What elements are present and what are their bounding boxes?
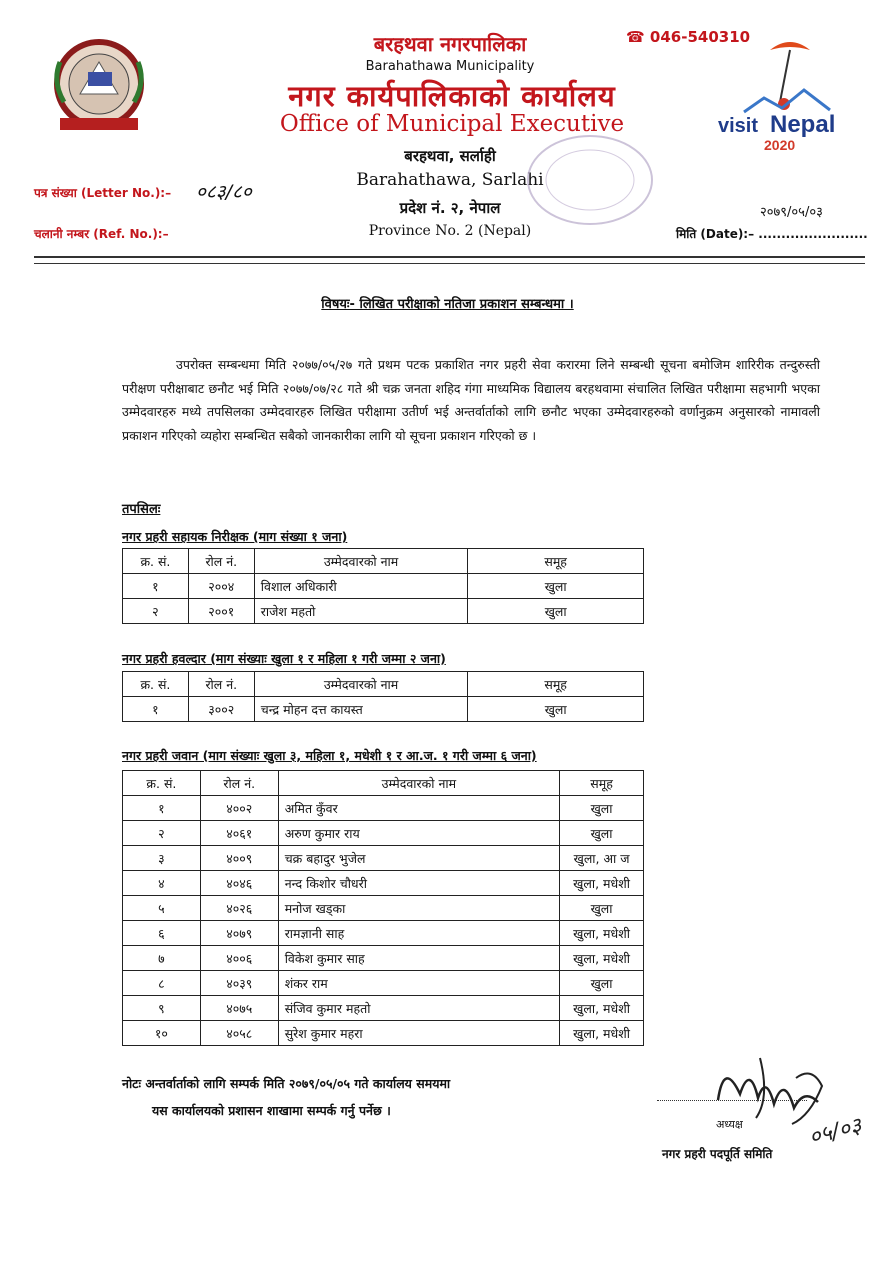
date-value: २०७९/०५/०३: [760, 205, 823, 220]
table-row: [123, 599, 644, 624]
column-header-group: समूह: [560, 771, 644, 796]
cell-roll: ४०३९: [200, 971, 278, 996]
cell-name: शंकर राम: [278, 971, 559, 996]
cell-name: विशाल अधिकारी: [254, 574, 468, 599]
cell-sn: १: [123, 796, 201, 821]
cell-roll: ४००२: [200, 796, 278, 821]
cell-name: सुरेश कुमार महरा: [278, 1021, 559, 1046]
cell-roll: ४००६: [200, 946, 278, 971]
cell-group: खुला, मधेशी: [560, 921, 644, 946]
column-header-sn: क्र. सं.: [123, 672, 189, 697]
letter-number-value: ०८३/८०: [196, 181, 252, 203]
cell-roll: २००१: [188, 599, 254, 624]
cell-group: खुला: [560, 821, 644, 846]
table-row: [123, 971, 644, 996]
table-header-row: [123, 672, 644, 697]
cell-roll: ३००२: [188, 697, 254, 722]
table-row: [123, 996, 644, 1021]
cell-group: खुला: [560, 896, 644, 921]
cell-sn: ७: [123, 946, 201, 971]
cell-group: खुला, मधेशी: [560, 871, 644, 896]
cell-sn: २: [123, 599, 189, 624]
cell-group: खुला, मधेशी: [560, 996, 644, 1021]
cell-sn: ६: [123, 921, 201, 946]
column-header-roll: रोल नं.: [188, 672, 254, 697]
signatory-title: अध्यक्ष: [716, 1118, 743, 1131]
cell-group: खुला: [468, 697, 644, 722]
cell-roll: ४०५८: [200, 1021, 278, 1046]
ref-number-label: चलानी नम्बर (Ref. No.):–: [34, 227, 169, 241]
table-row: [123, 1021, 644, 1046]
header-title-nepali: बरहथवा नगरपालिका: [373, 32, 527, 56]
cell-roll: ४०२६: [200, 896, 278, 921]
cell-sn: ३: [123, 846, 201, 871]
notice-paragraph: उपरोक्त सम्बन्धमा मिति २०७७/०५/२७ गते प्रथम पटक प्रकाशित नगर प्रहरी सेवा करारमा लिने सम्बन्धी सूचना बमोजिम शारिरीक तन्दुरुस्ती परीक्षण परीक्षाबाट छनौट भई मिति २०७७/०७/२८ गते श्री चक्र जनता शहिद गंगा माध्यमिक विद्यालय बरहथवामा संचालित लिखित परीक्षामा सहभागी भएका उम्मेदवारहरु मध्ये तपसिलका उम्मेदवारहरु लिखित परीक्षामा उतीर्ण भई अन्तर्वार्ताको लागि छनौट भएका उम्मेदवारहरुको वर्णानुक्रम अनुसारको नामावली प्रकाशन गरिएको व्यहोरा सम्बन्धित सबैको जानकारीका लागि यो सूचना प्रकाशन गरिएको छ ।: [122, 357, 820, 443]
cell-roll: ४०४६: [200, 871, 278, 896]
cell-sn: १०: [123, 1021, 201, 1046]
cell-sn: ९: [123, 996, 201, 1021]
office-title-nepali: नगर कार्यपालिकाको कार्यालय: [288, 79, 616, 113]
column-header-name: उम्मेदवारको नाम: [254, 549, 468, 574]
results-table-constable: [122, 770, 644, 1046]
cell-group: खुला, आ ज: [560, 846, 644, 871]
phone-number: ☎ 046-540310: [626, 28, 751, 46]
note-line-1: नोटः अन्तर्वार्ताको लागि सम्पर्क मिति २०७९/०५/०५ गते कार्यालय समयमा: [122, 1076, 451, 1091]
cell-sn: २: [123, 821, 201, 846]
svg-text:Nepal: Nepal: [770, 111, 836, 138]
header-divider-thin: [34, 263, 865, 264]
cell-name: अरुण कुमार राय: [278, 821, 559, 846]
column-header-sn: क्र. सं.: [123, 771, 201, 796]
cell-group: खुला, मधेशी: [560, 1021, 644, 1046]
column-header-group: समूह: [468, 549, 644, 574]
column-header-name: उम्मेदवारको नाम: [254, 672, 468, 697]
letter-number-label: पत्र संख्या (Letter No.):–: [34, 186, 172, 200]
cell-group: खुला: [560, 796, 644, 821]
cell-roll: २००४: [188, 574, 254, 599]
table-row: [123, 574, 644, 599]
results-table-havaldar: [122, 671, 644, 722]
table-header-row: [123, 549, 644, 574]
cell-group: खुला: [468, 599, 644, 624]
svg-text:visit: visit: [718, 115, 759, 137]
table-row: [123, 846, 644, 871]
table-row: [123, 871, 644, 896]
details-heading: तपसिलः: [122, 502, 161, 517]
table-row: [123, 946, 644, 971]
signature-line: [657, 1100, 807, 1101]
column-header-group: समूह: [468, 672, 644, 697]
visit-nepal-logo: [714, 32, 864, 154]
table-header-row: [123, 771, 644, 796]
cell-roll: ४०७५: [200, 996, 278, 1021]
cell-group: खुला: [468, 574, 644, 599]
column-header-roll: रोल नं.: [200, 771, 278, 796]
committee-name: नगर प्रहरी पदपूर्ति समिति: [662, 1147, 773, 1161]
cell-sn: १: [123, 697, 189, 722]
office-stamp: [520, 130, 660, 230]
note-line-2: यस कार्यालयको प्रशासन शाखामा सम्पर्क गर्नु पर्नेछ ।: [152, 1103, 391, 1118]
province-english: Province No. 2 (Nepal): [368, 223, 532, 239]
cell-roll: ४०६१: [200, 821, 278, 846]
cell-name: अमित कुँवर: [278, 796, 559, 821]
section-title-constable: नगर प्रहरी जवान (माग संख्याः खुला ३, महिला १, मधेशी १ र आ.ज. १ गरी जम्मा ६ जना): [122, 748, 537, 763]
svg-text:०५/०३: ०५/०३: [806, 1113, 865, 1151]
table-row: [123, 697, 644, 722]
cell-name: विकेश कुमार साह: [278, 946, 559, 971]
cell-name: संजिव कुमार महतो: [278, 996, 559, 1021]
office-title-english: Office of Municipal Executive: [279, 111, 625, 137]
subject-line: विषयः- लिखित परीक्षाको नतिजा प्रकाशन सम्बन्धमा ।: [321, 297, 574, 312]
cell-group: खुला, मधेशी: [560, 946, 644, 971]
cell-roll: ४०७९: [200, 921, 278, 946]
date-label: मिति (Date):– ........................: [676, 227, 868, 241]
cell-name: चक्र बहादुर भुजेल: [278, 846, 559, 871]
column-header-sn: क्र. सं.: [123, 549, 189, 574]
column-header-name: उम्मेदवारको नाम: [278, 771, 559, 796]
municipality-emblem-logo: [40, 32, 158, 140]
cell-name: राजेश महतो: [254, 599, 468, 624]
cell-sn: १: [123, 574, 189, 599]
cell-sn: ४: [123, 871, 201, 896]
cell-sn: ५: [123, 896, 201, 921]
cell-roll: ४००९: [200, 846, 278, 871]
table-row: [123, 821, 644, 846]
section-title-havaldar: नगर प्रहरी हवल्दार (माग संख्याः खुला १ र महिला १ गरी जम्मा २ जना): [122, 651, 446, 666]
province-nepali: प्रदेश नं. २, नेपाल: [399, 199, 501, 217]
results-table-assistant-inspector: [122, 548, 644, 624]
cell-name: रामज्ञानी साह: [278, 921, 559, 946]
table-row: [123, 796, 644, 821]
address-english: Barahathawa, Sarlahi: [356, 170, 544, 190]
header-title-english: Barahathawa Municipality: [365, 59, 535, 74]
cell-name: नन्द किशोर चौधरी: [278, 871, 559, 896]
column-header-roll: रोल नं.: [188, 549, 254, 574]
cell-group: खुला: [560, 971, 644, 996]
table-row: [123, 896, 644, 921]
cell-sn: ८: [123, 971, 201, 996]
header-divider: [34, 256, 865, 258]
cell-name: मनोज खड्का: [278, 896, 559, 921]
section-title-assistant-inspector: नगर प्रहरी सहायक निरीक्षक (माग संख्या १ जना): [122, 529, 348, 544]
svg-text:2020: 2020: [764, 137, 796, 153]
cell-name: चन्द्र मोहन दत्त कायस्त: [254, 697, 468, 722]
table-row: [123, 921, 644, 946]
address-nepali: बरहथवा, सर्लाही: [404, 147, 496, 165]
